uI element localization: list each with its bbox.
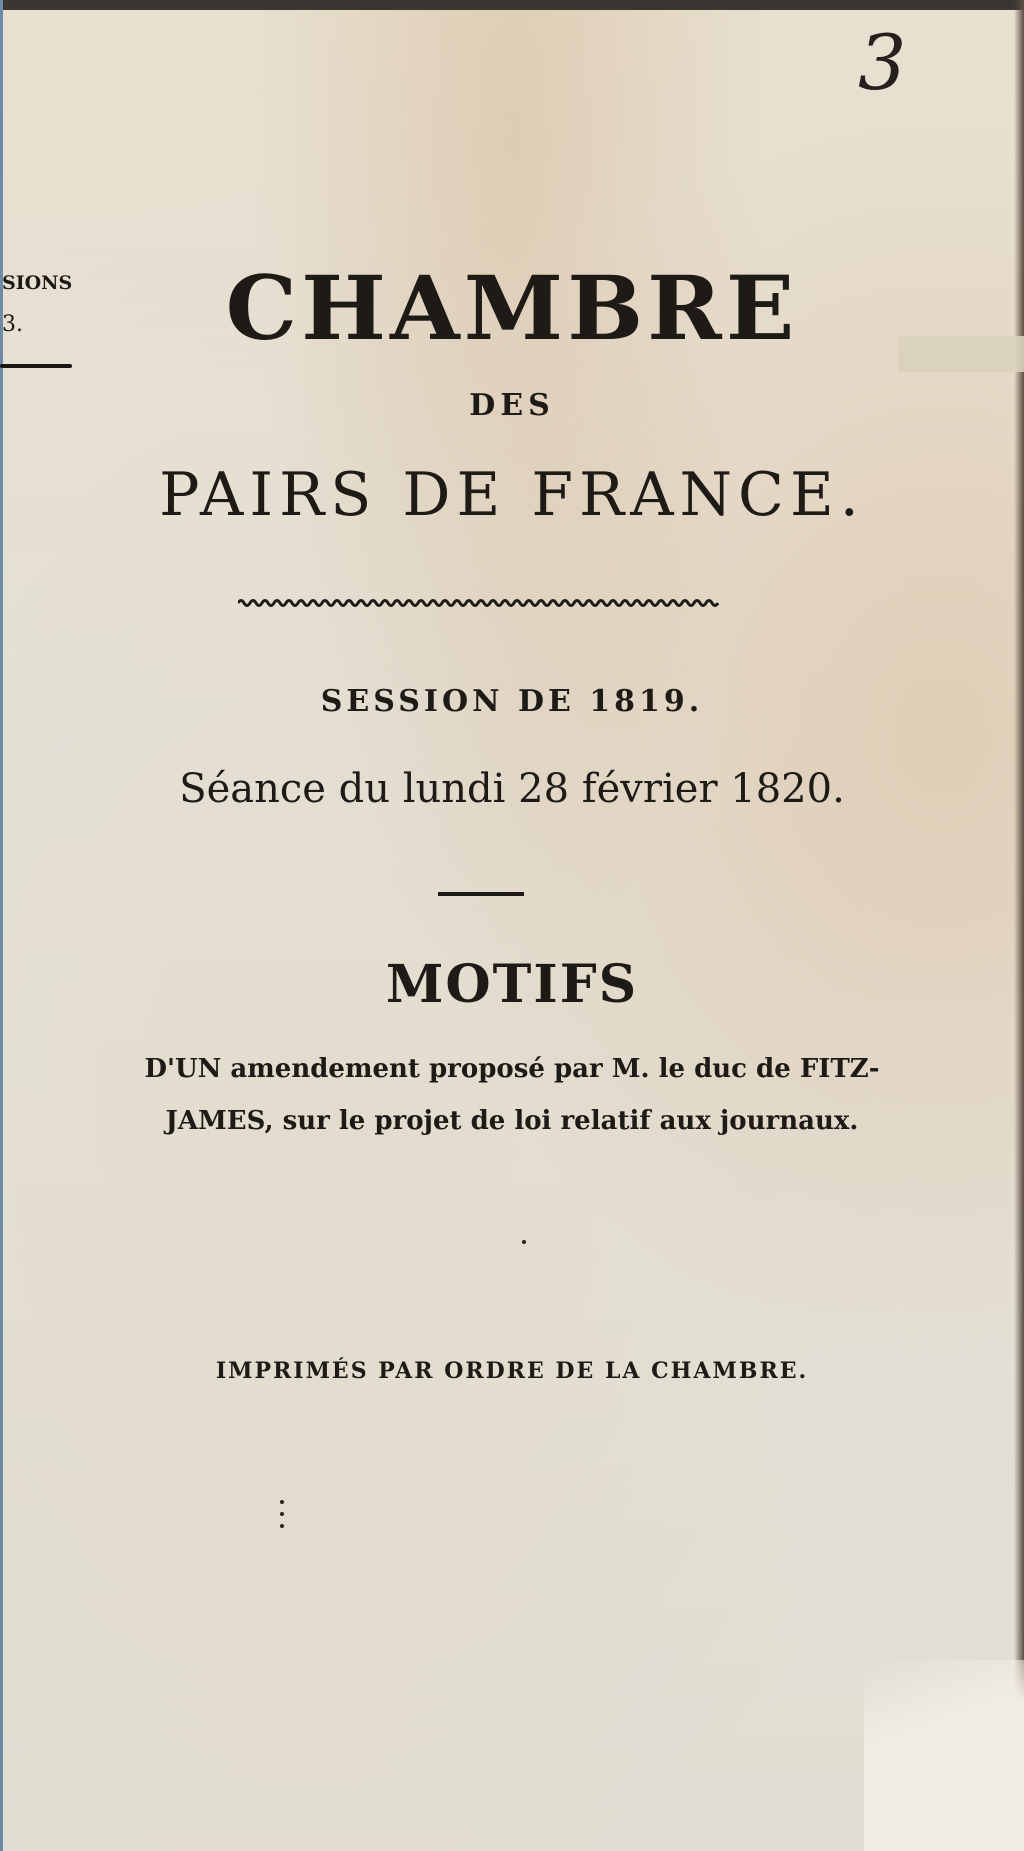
imprint-line: IMPRIMÉS PAR ORDRE DE LA CHAMBRE. — [215, 1358, 809, 1384]
subtitle-line-1: D'UN amendement proposé par M. le duc de FITZ- — [144, 1054, 880, 1084]
margin-text-bottom: 3. — [2, 312, 23, 337]
seance-line: Séance du lundi 28 février 1820. — [179, 766, 845, 812]
title-pairs-de-france: PAIRS DE FRANCE. — [159, 460, 865, 530]
motifs-heading: MOTIFS — [385, 954, 639, 1015]
ink-speck — [280, 1524, 284, 1528]
corner-fold — [864, 1660, 1024, 1851]
ink-speck — [280, 1512, 284, 1516]
folio-number: 3 — [858, 18, 907, 107]
session-line: SESSION DE 1819. — [320, 684, 704, 719]
ink-speck — [280, 1500, 284, 1504]
ink-speck — [522, 1240, 526, 1244]
margin-text-top: SIONS — [2, 272, 73, 294]
ornament-rule — [238, 598, 720, 608]
title-des: DES — [469, 388, 555, 423]
title-chambre: CHAMBRE — [225, 256, 799, 360]
margin-rule — [0, 364, 72, 368]
divider-rule — [438, 892, 524, 896]
top-edge-shadow — [0, 0, 1024, 10]
subtitle-line-2: JAMES, sur le projet de loi relatif aux journaux. — [165, 1106, 859, 1136]
